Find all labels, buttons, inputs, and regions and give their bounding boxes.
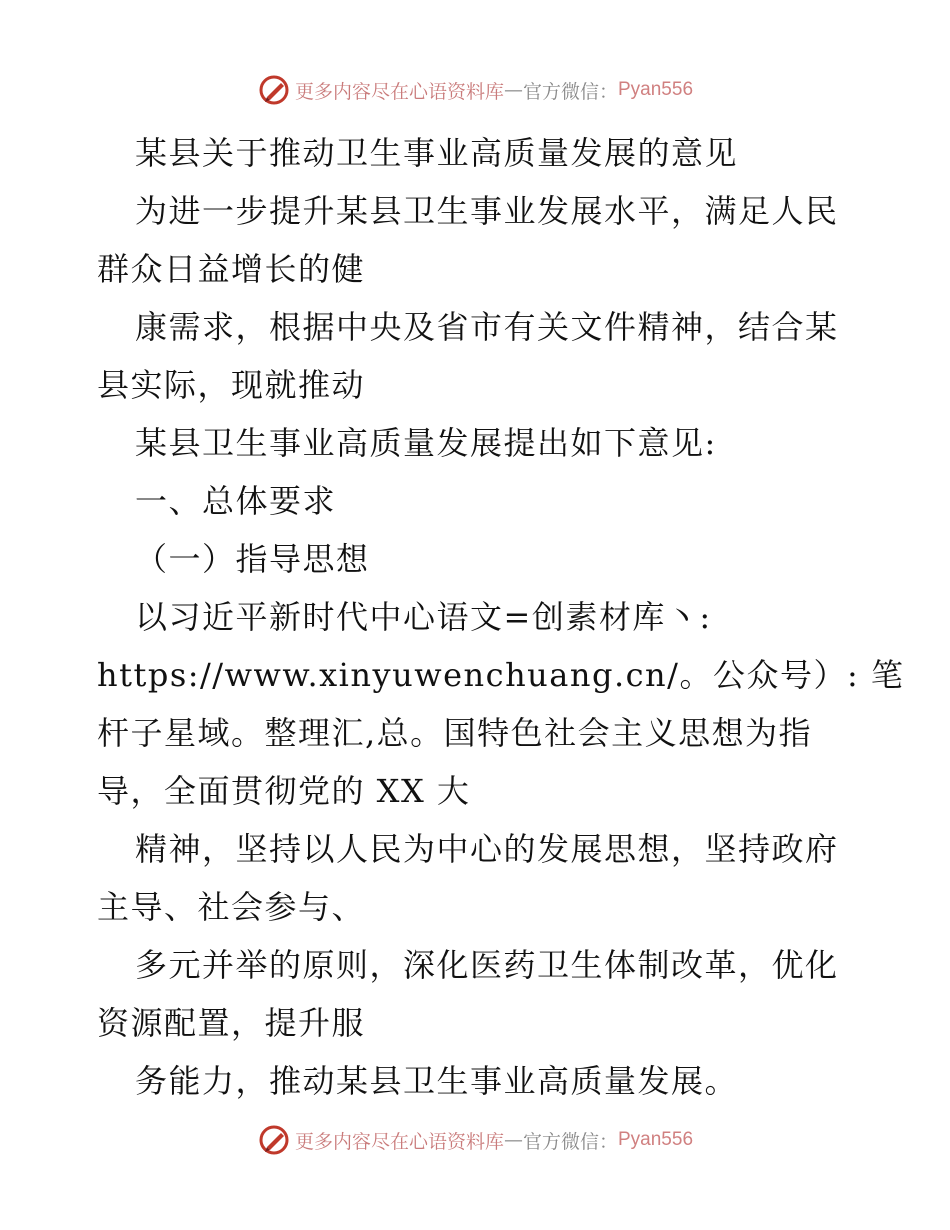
text-line: 资源配置，提升服 xyxy=(97,1004,366,1042)
watermark-wechat-id: Pyan556 xyxy=(618,1129,694,1150)
watermark-separator: — xyxy=(503,1129,523,1151)
watermark-banner-bottom xyxy=(0,1120,950,1160)
text-line: 主导、社会参与、 xyxy=(97,888,366,926)
watermark-text: 更多内容尽在心语资料库 xyxy=(294,1130,504,1153)
text-line: 一、总体要求 xyxy=(135,482,337,520)
text-line: 某县卫生事业高质量发展提出如下意见: xyxy=(135,424,717,462)
text-line: 康需求，根据中央及省市有关文件精神，结合某 xyxy=(135,308,839,346)
watermark-text: 更多内容尽在心语资料库 xyxy=(294,80,504,103)
watermark-banner-top xyxy=(0,70,950,110)
watermark-label: 官方微信： xyxy=(522,1130,618,1153)
pen-logo-icon xyxy=(257,73,291,107)
text-line: https://www.xinyuwenchuang.cn/。公众号）: 笔 xyxy=(97,656,905,694)
text-line: 群众日益增长的健 xyxy=(97,250,366,288)
text-line: 杆子星域。整理汇,总。国特色社会主义思想为指 xyxy=(97,714,813,752)
text-line: 为进一步提升某县卫生事业发展水平，满足人民 xyxy=(135,192,839,230)
text-line: 精神，坚持以人民为中心的发展思想，坚持政府 xyxy=(135,830,839,868)
watermark-label: 官方微信： xyxy=(522,80,618,103)
text-line: 以习近平新时代中心语文=创素材库丶: xyxy=(135,598,712,636)
watermark-separator: — xyxy=(503,79,523,101)
text-line: （一）指导思想 xyxy=(135,540,370,578)
text-line: 导，全面贯彻党的 XX 大 xyxy=(97,772,471,810)
text-line: 务能力，推动某县卫生事业高质量发展。 xyxy=(135,1062,739,1100)
text-line: 多元并举的原则，深化医药卫生体制改革，优化 xyxy=(135,946,839,984)
document-body xyxy=(97,124,905,1110)
pen-logo-icon xyxy=(257,1123,291,1157)
watermark-wechat-id: Pyan556 xyxy=(618,79,694,100)
text-line: 某县关于推动卫生事业高质量发展的意见 xyxy=(135,134,739,172)
text-line: 县实际，现就推动 xyxy=(97,366,366,404)
